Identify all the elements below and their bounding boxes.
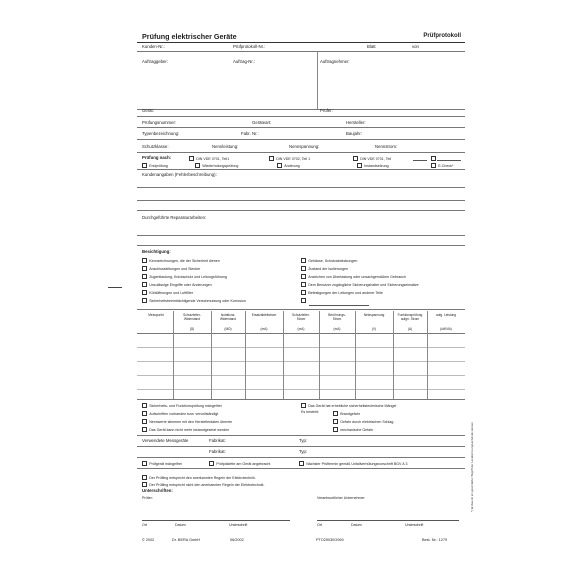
nennspannung-label: Nennspannung: — [289, 144, 320, 149]
geraet-label: Gerät: — [142, 108, 154, 113]
col-unit: (mA) — [260, 327, 268, 331]
auftragnehmer-label: Auftragnehmer: — [320, 59, 350, 64]
typenbezeichnung-label: Typenbezeichnung: — [142, 131, 180, 136]
besichtigung-item[interactable] — [301, 298, 308, 303]
col-header: Isolations- Widerstand — [219, 313, 237, 321]
footer-date: 06/2002 — [230, 538, 244, 542]
fabrikat-label-1: Fabrikat: — [209, 438, 226, 443]
col-unit: (mA) — [333, 327, 341, 331]
protocol-sheet — [137, 30, 465, 560]
col-unit: (mA) — [297, 327, 305, 331]
unterschrift-label-1: Unterschrift — [229, 523, 248, 527]
checkbox[interactable] — [142, 274, 147, 279]
checkbox[interactable] — [301, 282, 306, 287]
checkbox[interactable] — [209, 461, 214, 466]
checkbox[interactable] — [142, 419, 147, 424]
checkbox[interactable] — [142, 482, 147, 487]
aenderung-option[interactable] — [277, 163, 300, 168]
unterschriften-title: Unterschriften: — [142, 488, 173, 493]
pruefungsnummer-label: Prüfungsnummer: — [142, 120, 177, 125]
footer-publisher: Dr. BERA GmbH — [172, 538, 201, 542]
nennwerte-option[interactable]: Nennwerte stimmen mit den Herstellerdaten überein — [142, 419, 232, 424]
aufschriften-option[interactable]: Aufschriften vorhanden bzw. vervollständigt — [142, 411, 218, 416]
datum-label-2: Datum — [351, 523, 362, 527]
nennstrom-label: Nennstrom: — [375, 144, 398, 149]
instandsetzung-option[interactable] — [357, 163, 389, 168]
checkbox[interactable] — [333, 411, 338, 416]
din-0701-teil-option[interactable] — [353, 156, 391, 161]
checkbox[interactable] — [142, 403, 147, 408]
besichtigung-item[interactable]: Gehäuse, Schutzabdeckungen — [301, 258, 357, 263]
option-label: E-Check* — [438, 163, 454, 168]
din-0701-teil1-option[interactable] — [189, 156, 229, 161]
col-header: Schutzleiter- Widerstand — [183, 313, 201, 321]
checkbox[interactable] — [142, 266, 147, 271]
checkbox[interactable] — [301, 290, 306, 295]
checkbox[interactable] — [301, 403, 306, 408]
checkbox[interactable] — [142, 411, 147, 416]
pruefung-nach-label: Prüfung nach: — [142, 155, 172, 160]
option-label: Erstprüfung — [149, 163, 168, 168]
checkbox[interactable] — [277, 163, 282, 168]
wiederholungspruefung-option[interactable] — [195, 163, 238, 168]
checkbox[interactable] — [299, 461, 304, 466]
besichtigung-item[interactable]: Zustand der Isolierungen — [301, 266, 348, 271]
checkbox[interactable] — [301, 298, 306, 303]
checkbox[interactable] — [142, 163, 147, 168]
option-label: Wiederholungsprüfung — [202, 163, 239, 168]
checkbox[interactable] — [142, 298, 147, 303]
erhebliche-maengel-option[interactable]: Das Gerät hat erhebliche sicherheitstechnische Mängel — [301, 403, 396, 408]
pruefgeraet-maengelfrei-option[interactable]: Prüfgerät mängelfrei — [142, 461, 182, 466]
von-label: von — [412, 44, 419, 49]
checkbox[interactable] — [142, 475, 147, 480]
extra-checkbox[interactable] — [431, 156, 436, 161]
pruefplakette-option[interactable]: Prüfplakette am Gerät angebracht — [209, 461, 270, 466]
checkbox[interactable] — [353, 156, 358, 161]
reparatur-label: Durchgeführte Reparaturarbeiten: — [142, 215, 207, 220]
checkbox[interactable] — [142, 290, 147, 295]
typ-label-2: Typ: — [299, 449, 308, 454]
besichtigung-item[interactable]: Zugentlastung, Knickschutz und Leitungsführung — [142, 274, 227, 279]
footer-copyright: © 2002 — [142, 538, 155, 542]
option-label: DIN VDE 0701, Teil1 — [196, 156, 230, 161]
besichtigung-item[interactable]: Kühlöffnungen und Luftfilter — [142, 290, 193, 295]
besichtigung-item[interactable]: Sicherheitsbeeinträchtigende Verschmutzung oder Korrosion — [142, 298, 246, 303]
option-label: DIN VDE 0702, Teil 1 — [276, 156, 311, 161]
besichtigung-item[interactable]: Anschlussleitungen und Stecker — [142, 266, 200, 271]
datum-label-1: Datum — [175, 523, 186, 527]
mechanische-gefahr-option[interactable]: mechanische Gefahr — [333, 427, 373, 432]
baujahr-label: Baujahr: — [346, 131, 363, 136]
kunden-nr-label: Kunden-Nr.: — [142, 44, 165, 49]
footer-order-number: Best. Nr.: 1279 — [422, 538, 448, 542]
ort-label-2: Ort — [317, 523, 322, 527]
checkbox[interactable] — [142, 258, 147, 263]
checkbox[interactable] — [189, 156, 194, 161]
besichtigung-item[interactable]: Anzeichen von Überlastung oder unsachgemäßem Gebrauch — [301, 274, 406, 279]
protocol-label: Prüfprotokoll — [423, 33, 461, 39]
unternehmer-sign-label: Verantwortlicher Unternehmer — [317, 496, 365, 500]
checkbox[interactable] — [333, 427, 338, 432]
col-header: Ersatzableitstrom — [251, 313, 277, 317]
checkbox[interactable] — [195, 163, 200, 168]
erstpruefung-option[interactable] — [142, 163, 168, 168]
messgeraete-label: Verwendete Messgeräte — [142, 438, 189, 443]
option-label: DIN VDE 0701, Teil — [360, 156, 392, 161]
col-header: Berührungs- Strom — [328, 313, 346, 321]
checkbox[interactable] — [269, 156, 274, 161]
din-0702-teil1-option[interactable] — [269, 156, 310, 161]
nicht-instandsetzbar-option[interactable]: Das Gerät kann nicht mehr instandgesetzt werden — [142, 427, 229, 432]
col-header: Funktionsprüfung aufgn. Strom — [397, 313, 423, 321]
checkbox[interactable] — [301, 258, 306, 263]
checkbox[interactable] — [301, 274, 306, 279]
checkbox[interactable] — [142, 427, 147, 432]
checkbox[interactable] — [301, 266, 306, 271]
typ-label-1: Typ: — [299, 438, 308, 443]
ort-label-1: Ort — [142, 523, 147, 527]
brandgefahr-option[interactable]: Brandgefahr — [333, 411, 360, 416]
schutzklasse-label: Schutzklasse: — [142, 144, 169, 149]
auftrag-nr-label: Auftrag-Nr.: — [233, 59, 255, 64]
pruefer-sign-label: Prüfer: — [142, 496, 153, 500]
besichtigung-item[interactable]: Kennzeichnungen, die der Sicherheit dienen — [142, 258, 220, 263]
pruefer-label: Prüfer: — [320, 108, 333, 113]
footer-code: PTO29030O069 — [316, 538, 344, 542]
hersteller-label: Hersteller: — [346, 120, 366, 125]
fabrikat-label-2: Fabrikat: — [209, 449, 226, 454]
side-note: *) Einbau ist ein geschützter Begriff der Landesinnungsverbände Hessen — [470, 421, 474, 512]
besichtigung-item[interactable]: Befestigungen der Leitungen und anderer Teile — [301, 290, 383, 295]
checkbox[interactable] — [333, 419, 338, 424]
col-unit: (MΩ) — [224, 327, 232, 331]
col-unit: (V) — [371, 327, 377, 331]
auftraggeber-label: Auftraggeber: — [142, 59, 169, 64]
option-label: Instandsetzung — [364, 163, 389, 168]
col-header: Messpunkt — [148, 313, 164, 317]
es-besteht-label: Es besteht: — [301, 410, 319, 414]
col-unit: (A) — [407, 327, 413, 331]
elektrischer-schlag-option[interactable]: Gefahr durch elektrischen Schlag — [333, 419, 393, 424]
fabr-nr-label: Fabr. Nr.: — [241, 131, 259, 136]
checkbox[interactable] — [142, 282, 147, 287]
option-label: Änderung — [284, 163, 300, 168]
title-rule — [137, 42, 465, 43]
entspricht-regeln-option[interactable]: Der Prüfling entspricht den anerkannten Regeln der Elektrotechnik. — [142, 475, 256, 480]
fold-mark — [108, 287, 122, 288]
checkbox[interactable] — [142, 461, 147, 466]
entspricht-nicht-option[interactable]: Der Prüfling entspricht nicht den anerkannten Regeln der Elektrotechnik. — [142, 482, 264, 487]
e-check-option[interactable] — [431, 163, 453, 168]
geraeteart-label: Geräteart: — [252, 120, 272, 125]
unterschrift-label-2: Unterschrift — [405, 523, 424, 527]
checkbox[interactable] — [431, 163, 436, 168]
kundenangaben-label: Kundenangaben (Fehlerbeschreibung): — [142, 172, 217, 177]
checkbox[interactable] — [357, 163, 362, 168]
besichtigung-item[interactable]: Unzulässige Eingriffe oder Änderungen — [142, 282, 212, 287]
col-unit: (Ω) — [189, 327, 195, 331]
col-header: Netzspannung — [363, 313, 385, 317]
pruefprotokoll-nr-label: Prüfprotokoll-Nr.: — [233, 44, 266, 49]
form-title: Prüfung elektrischer Geräte — [142, 32, 237, 41]
col-unit: (kW/VA) — [440, 327, 452, 331]
col-header: aufg. Leistung — [435, 313, 457, 317]
maengelfrei-option[interactable]: Sicherheits- und Funktionsprüfung mängelfrei — [142, 403, 222, 408]
col-header: Schutzleiter- Strom — [292, 313, 310, 321]
nennleistung-label: Nennleistung: — [212, 144, 239, 149]
blatt-label: Blatt — [367, 44, 376, 49]
naechster-prueftermin-option[interactable]: Nächster Prüftermin gemäß Unfallverhütungsvorschrift BGV A 3 — [299, 461, 407, 466]
besichtigung-item[interactable]: Dem Benutzer zugängliche Sicherungshalter und Sicherungseinsätze — [301, 282, 419, 287]
besichtigung-title: Besichtigung: — [142, 249, 171, 254]
